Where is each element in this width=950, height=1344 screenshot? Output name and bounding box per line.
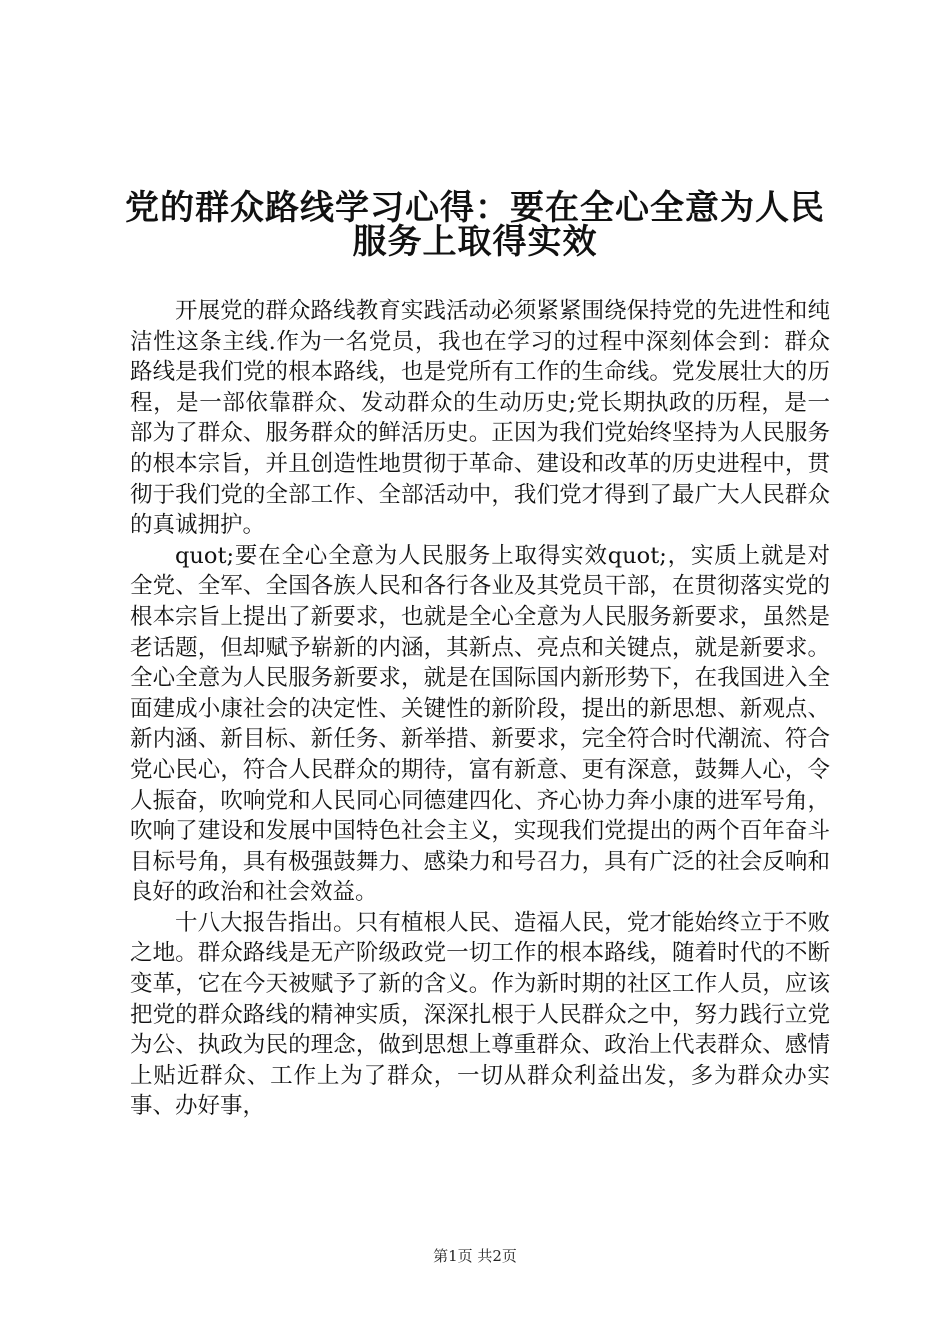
paragraph-2: quot;要在全心全意为人民服务上取得实效quot;，实质上就是对全党、全军、全国各族人民和各行各业及其党员干部，在贯彻落实党的根本宗旨上提出了新要求，也就是全心全意为人民服务新要求，虽然是老话题，但却赋予崭新的内涵，其新点、亮点和关键点，就是新要求。全心全意为人民服务新要求，就是在国际国内新形势下，在我国进入全面建成小康社会的决定性、关键性的新阶段，提出的新思想、新观点、新内涵、新目标、新任务、新举措、新要求，完全符合时代潮流、符合党心民心，符合人民群众的期待，富有新意、更有深意，鼓舞人心，令人振奋，吹响党和人民同心同德建四化、齐心协力奔小康的进军号角，吹响了建设和发展中国特色社会主义，实现我们党提出的两个百年奋斗目标号角，具有极强鼓舞力、感染力和号召力，具有广泛的社会反响和良好的政治和社会效益。 <box>130 542 830 906</box>
document-title-line-1: 党的群众路线学习心得：要在全心全意为人民 <box>125 188 825 228</box>
paragraph-3: 十八大报告指出。只有植根人民、造福人民，党才能始终立于不败之地。群众路线是无产阶级政党一切工作的根本路线，随着时代的不断变革，它在今天被赋予了新的含义。作为新时期的社区工作人员，应该把党的群众路线的精神实质，深深扎根于人民群众之中，努力践行立党为公、执政为民的理念，做到思想上尊重群众、政治上代表群众、感情上贴近群众、工作上为了群众，一切从群众利益出发，多为群众办实事、办好事， <box>130 909 830 1120</box>
document-title-line-2: 服务上取得实效 <box>352 222 598 262</box>
page-footer: 第1页 共2页 <box>433 1247 517 1265</box>
paragraph-1: 开展党的群众路线教育实践活动必须紧紧围绕保持党的先进性和纯洁性这条主线.作为一名党员，我也在学习的过程中深刻体会到：群众路线是我们党的根本路线，也是党所有工作的生命线。党发展壮大的历程，是一部依靠群众、发动群众的生动历史;党长期执政的历程，是一部为了群众、服务群众的鲜活历史。正因为我们党始终坚持为人民服务的根本宗旨，并且创造性地贯彻于革命、建设和改革的历史进程中，贯彻于我们党的全部工作、全部活动中，我们党才得到了最广大人民群众的真诚拥护。 <box>130 298 830 539</box>
document-body <box>130 296 830 1122</box>
